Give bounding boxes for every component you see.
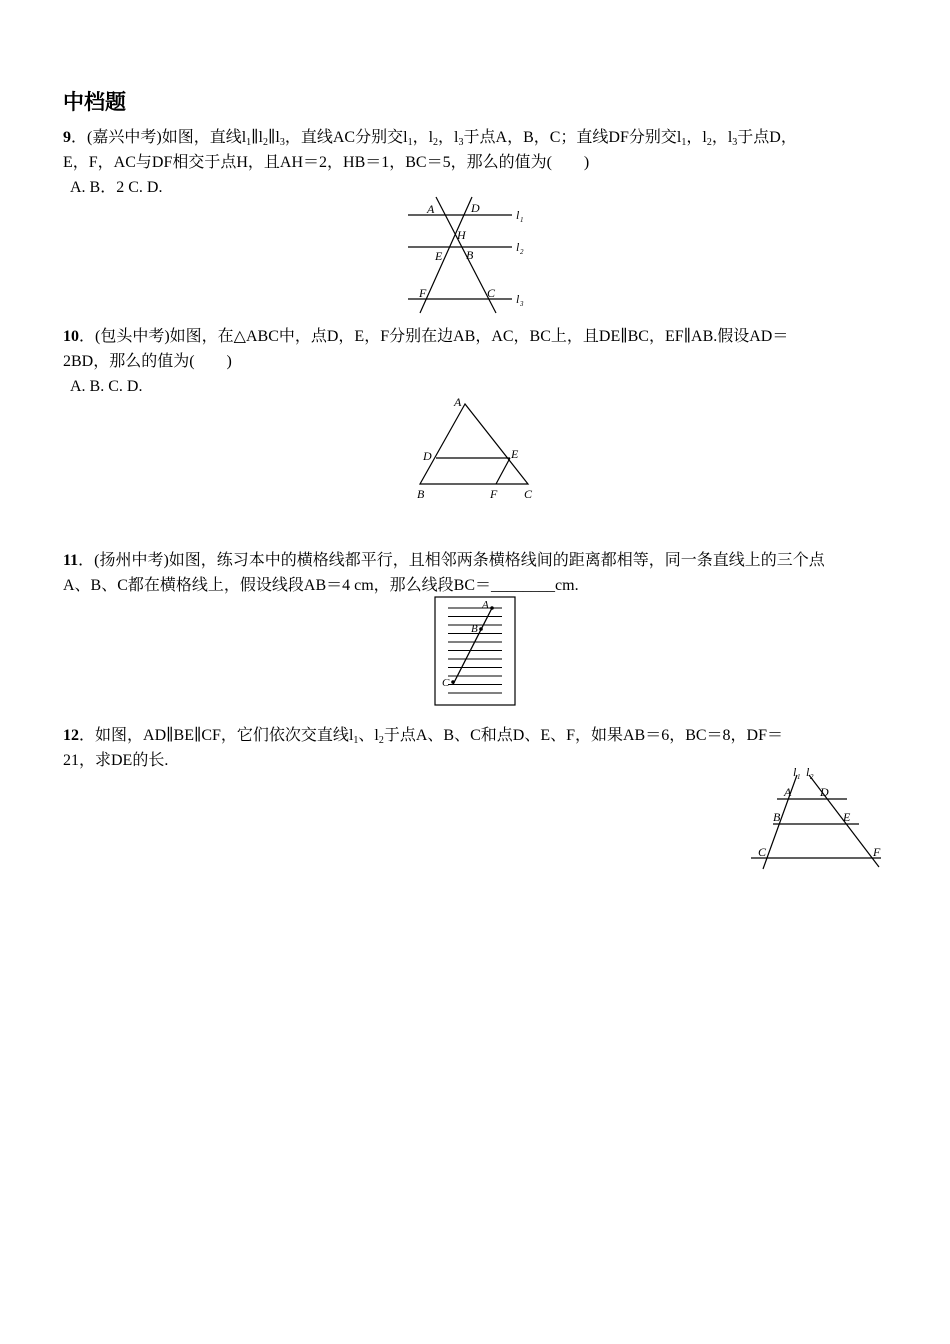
sub: 2 xyxy=(263,137,268,148)
q11-figure xyxy=(434,596,516,706)
label-d: D xyxy=(471,201,480,215)
label-e: E xyxy=(511,447,519,461)
q12-line1: 12．如图，AD∥BE∥CF，它们依次交直线$l_1$、$l_2$于点A、B、C和点D、E、F，如果AB＝6，BC＝8，DF＝ xyxy=(63,727,784,746)
label-l1: l xyxy=(516,208,520,222)
label-a: A xyxy=(482,599,489,611)
sym: l xyxy=(403,129,408,146)
sym: l xyxy=(702,129,707,146)
q11-line1: 11．(扬州中考)如图，练习本中的横格线都平行，且相邻两条横格线间的距离都相等，同一条直线上的三个点 xyxy=(63,552,825,569)
sym: l xyxy=(241,129,247,146)
q12-figure xyxy=(745,765,890,875)
label-a: A xyxy=(427,202,435,216)
q9-text: ，直线 xyxy=(284,129,333,146)
label-f: F xyxy=(490,487,498,501)
sub: 3 xyxy=(279,137,285,148)
q11-line2: A、B、C都在横格线上，假设线段AB＝4 cm，那么线段BC＝________cm. xyxy=(63,577,579,594)
sym: ∥ xyxy=(268,129,276,146)
label-a: A xyxy=(454,395,462,409)
label-c: C xyxy=(524,487,533,501)
q10-number: 10 xyxy=(63,328,79,345)
sym: l xyxy=(348,727,354,744)
label-b: B xyxy=(773,810,781,824)
sym: 、 xyxy=(358,727,375,744)
q9-text: 于点 xyxy=(737,129,770,146)
sub: 2 xyxy=(433,137,439,148)
label-b: B xyxy=(466,248,474,262)
q9-figure xyxy=(400,195,540,315)
q9-text: 分别交 xyxy=(355,129,404,146)
sub: 1 xyxy=(246,137,252,148)
sym: l xyxy=(258,129,263,146)
label-e: E xyxy=(843,810,851,824)
label-d: D xyxy=(423,449,432,463)
q12-text: 如图，AD∥BE∥CF，它们依次交直线 xyxy=(95,727,349,744)
sub: 1 xyxy=(407,137,413,148)
point-c xyxy=(451,680,455,684)
label-l1-sub: 1 xyxy=(520,216,524,224)
q10-options: A. B. C. D. xyxy=(70,378,143,395)
sym: ， xyxy=(412,129,429,146)
q11-text: (扬州中考)如图，练习本中的横格线都平行，且相邻两条横格线间的距离都相等，同一条直线上的三个点 xyxy=(94,552,825,569)
q9-text: AC xyxy=(332,129,356,146)
q9-options xyxy=(70,177,162,199)
sub: 3 xyxy=(732,137,738,148)
q9-text: 如图，直线 xyxy=(161,129,242,146)
label-l2-sub: 2 xyxy=(520,248,524,256)
label-l2: l xyxy=(516,240,520,254)
label-d: D xyxy=(820,785,829,799)
sym: l xyxy=(727,129,733,146)
q10-figure xyxy=(410,392,540,504)
label-l1-sub: 1 xyxy=(797,773,801,781)
sym: l xyxy=(428,129,434,146)
q9-options-a: A. B．2 xyxy=(70,179,125,196)
q12-line2: 21，求DE的长. xyxy=(63,752,169,769)
sym: ∥ xyxy=(251,129,259,146)
sym: ， xyxy=(438,129,455,146)
q9-line1: 9．(嘉兴中考)如图，直线$l_1\parallel l_2\parallel l_3$，直线AC分别交$l_1$，$l_2$，$l_3$于点A，B，C；直线DF分别交$l_1$，$l_2$，$l_3$于点D， xyxy=(63,129,797,148)
q9-text: D， xyxy=(769,129,797,146)
sub: 2 xyxy=(378,735,384,746)
q12-text: 于点A、B、C和点D、E、F，如果AB＝6，BC＝8，DF＝ xyxy=(383,727,784,744)
q9-text: A，B，C；直线 xyxy=(495,129,609,146)
label-l3: l xyxy=(516,292,520,306)
sym: ， xyxy=(711,129,728,146)
section-title: 中档题 xyxy=(63,91,126,114)
q10-line1: 10．(包头中考)如图，在△ABC中，点D，E，F分别在边AB，AC，BC上，且DE∥BC，EF∥AB.假设AD＝ xyxy=(63,328,789,345)
label-b: B xyxy=(417,487,425,501)
sub: 3 xyxy=(458,137,464,148)
triangle-abc xyxy=(420,404,528,484)
q9-text: DF xyxy=(608,129,629,146)
label-a: A xyxy=(784,785,792,799)
sub: 2 xyxy=(706,137,712,148)
q9-options-b: C. D. xyxy=(128,179,163,196)
label-e: E xyxy=(435,249,443,263)
label-l2: l xyxy=(806,765,810,779)
q11-number: 11 xyxy=(63,552,79,569)
sub: 1 xyxy=(681,137,687,148)
sym: ， xyxy=(686,129,703,146)
q10-line2: 2BD，那么的值为( ) xyxy=(63,353,232,370)
label-l2-sub: 2 xyxy=(810,773,814,781)
label-h: H xyxy=(457,228,466,242)
q9-source: (嘉兴中考) xyxy=(87,129,162,146)
q12-number: 12 xyxy=(63,727,79,744)
label-c: C xyxy=(442,677,450,689)
q9-text: 分别交 xyxy=(628,129,677,146)
q9-text: 于点 xyxy=(463,129,496,146)
sym: l xyxy=(275,129,280,146)
label-c: C xyxy=(758,845,767,859)
q9-number: 9 xyxy=(63,129,71,146)
sub: 1 xyxy=(353,735,359,746)
label-c: C xyxy=(487,286,496,300)
label-l1: l xyxy=(793,765,797,779)
q9-line2: E，F，AC与DF相交于点H，且AH＝2，HB＝1，BC＝5，那么的值为( ) xyxy=(63,154,590,171)
label-f: F xyxy=(873,845,881,859)
q10-text: (包头中考)如图，在△ABC中，点D，E，F分别在边AB，AC，BC上，且DE∥BC，EF∥AB.假设AD＝ xyxy=(95,328,789,345)
sym: l xyxy=(676,129,682,146)
line-ef xyxy=(496,458,510,484)
label-l3-sub: 3 xyxy=(520,300,524,308)
sym: l xyxy=(454,129,459,146)
label-f: F xyxy=(419,286,427,300)
point-b xyxy=(479,627,483,631)
sym: l xyxy=(374,727,379,744)
point-a xyxy=(490,606,494,610)
label-b: B xyxy=(471,623,478,635)
